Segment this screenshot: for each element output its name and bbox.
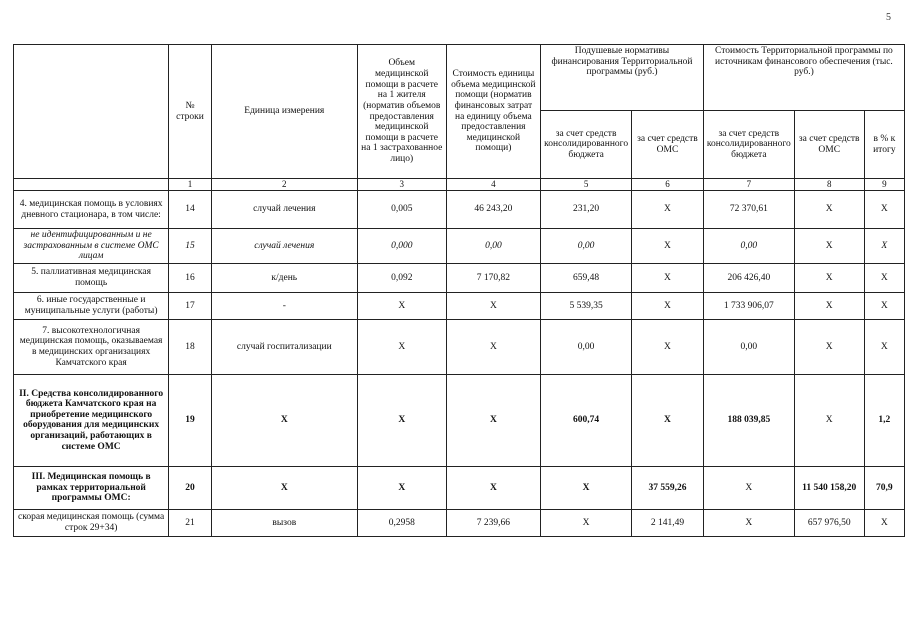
row-volume: Х — [357, 319, 446, 374]
row-tc-oms: Х — [794, 229, 864, 264]
header-total-cost: Стоимость Территориальной программы по источникам финансового обеспечения (тыс. руб.) — [703, 45, 904, 111]
row-cost: 7 239,66 — [446, 509, 540, 536]
row-name: скорая медицинская помощь (сумма строк 29+34) — [14, 509, 169, 536]
row-tc-budget: 206 426,40 — [703, 263, 794, 292]
row-volume: Х — [357, 292, 446, 319]
row-tc-oms: 657 976,50 — [794, 509, 864, 536]
row-pc-oms: 37 559,26 — [632, 466, 704, 509]
row-line: 20 — [169, 466, 211, 509]
row-unit: - — [211, 292, 357, 319]
row-line: 21 — [169, 509, 211, 536]
row-volume: 0,000 — [357, 229, 446, 264]
row-tc-pct: Х — [864, 509, 904, 536]
row-cost: 0,00 — [446, 229, 540, 264]
row-unit: вызов — [211, 509, 357, 536]
row-volume: 0,005 — [357, 191, 446, 229]
row-tc-budget: 188 039,85 — [703, 374, 794, 466]
row-name: III. Медицинская помощь в рамках территориальной программы ОМС: — [14, 466, 169, 509]
col-number: 9 — [864, 179, 904, 191]
row-cost: Х — [446, 319, 540, 374]
row-pc-oms: Х — [632, 374, 704, 466]
table-row — [14, 319, 905, 374]
row-tc-pct: Х — [864, 263, 904, 292]
row-volume: Х — [357, 466, 446, 509]
row-volume: Х — [357, 374, 446, 466]
table-row — [14, 229, 905, 264]
table-row — [14, 466, 905, 509]
header-name-cell — [14, 45, 169, 179]
row-tc-budget: 0,00 — [703, 229, 794, 264]
row-tc-pct: 70,9 — [864, 466, 904, 509]
row-unit: к/день — [211, 263, 357, 292]
row-name: 4. медицинская помощь в условиях дневного стационара, в том числе: — [14, 191, 169, 229]
row-name: 5. паллиативная медицинская помощь — [14, 263, 169, 292]
col-number-cell — [14, 179, 169, 191]
col-number: 2 — [211, 179, 357, 191]
table-row — [14, 263, 905, 292]
row-cost: Х — [446, 466, 540, 509]
header-per-capita: Подушевые нормативы финансирования Территориальной программы (руб.) — [541, 45, 704, 111]
row-tc-pct: Х — [864, 229, 904, 264]
row-line: 15 — [169, 229, 211, 264]
row-volume: 0,2958 — [357, 509, 446, 536]
row-pc-budget: Х — [541, 466, 632, 509]
row-tc-oms: 11 540 158,20 — [794, 466, 864, 509]
row-line: 14 — [169, 191, 211, 229]
row-pc-oms: Х — [632, 319, 704, 374]
page-corner-mark: 5 — [886, 12, 891, 23]
row-pc-budget: Х — [541, 509, 632, 536]
row-unit: случай лечения — [211, 229, 357, 264]
row-pc-budget: 659,48 — [541, 263, 632, 292]
row-pc-budget: 0,00 — [541, 229, 632, 264]
header-unit-cost: Стоимость единицы объема медицинской помощи (норматив финансовых затрат на единицу объема предоставления медицинской помощи) — [446, 45, 540, 179]
row-tc-budget: 1 733 906,07 — [703, 292, 794, 319]
row-cost: Х — [446, 292, 540, 319]
row-tc-pct: Х — [864, 191, 904, 229]
row-name: 7. высокотехнологичная медицинская помощь, оказываемая в медицинских организациях Камчатского края — [14, 319, 169, 374]
row-tc-pct: Х — [864, 292, 904, 319]
header-volume: Объем медицинской помощи в расчете на 1 жителя (норматив объемов предоставления медицинской помощи в расчете на 1 застрахованное лицо) — [357, 45, 446, 179]
row-unit: Х — [211, 374, 357, 466]
row-pc-oms: Х — [632, 191, 704, 229]
header-pc-oms: за счет средств ОМС — [632, 111, 704, 179]
row-tc-pct: 1,2 — [864, 374, 904, 466]
row-cost: 46 243,20 — [446, 191, 540, 229]
row-cost: 7 170,82 — [446, 263, 540, 292]
row-cost: Х — [446, 374, 540, 466]
program-cost-table — [13, 44, 905, 537]
col-number: 4 — [446, 179, 540, 191]
table-row — [14, 292, 905, 319]
row-tc-budget: 0,00 — [703, 319, 794, 374]
row-tc-budget: Х — [703, 509, 794, 536]
row-tc-oms: Х — [794, 374, 864, 466]
row-pc-budget: 600,74 — [541, 374, 632, 466]
row-tc-budget: 72 370,61 — [703, 191, 794, 229]
col-number: 5 — [541, 179, 632, 191]
row-unit: Х — [211, 466, 357, 509]
col-number: 6 — [632, 179, 704, 191]
row-tc-oms: Х — [794, 319, 864, 374]
row-tc-budget: Х — [703, 466, 794, 509]
col-number: 3 — [357, 179, 446, 191]
row-unit: случай госпитализации — [211, 319, 357, 374]
table-row — [14, 191, 905, 229]
row-pc-oms: Х — [632, 263, 704, 292]
header-tc-percent: в % к итогу — [864, 111, 904, 179]
row-pc-oms: 2 141,49 — [632, 509, 704, 536]
header-row-number: № строки — [169, 45, 211, 179]
table-row — [14, 374, 905, 466]
row-tc-oms: Х — [794, 191, 864, 229]
table-row — [14, 509, 905, 536]
row-pc-budget: 5 539,35 — [541, 292, 632, 319]
row-name: не идентифицированным и не застрахованным в системе ОМС лицам — [14, 229, 169, 264]
row-pc-oms: Х — [632, 292, 704, 319]
header-unit: Единица измерения — [211, 45, 357, 179]
row-tc-oms: Х — [794, 263, 864, 292]
row-tc-pct: Х — [864, 319, 904, 374]
row-line: 19 — [169, 374, 211, 466]
row-name: 6. иные государственные и муниципальные услуги (работы) — [14, 292, 169, 319]
row-line: 16 — [169, 263, 211, 292]
header-tc-oms: за счет средств ОМС — [794, 111, 864, 179]
col-number: 1 — [169, 179, 211, 191]
row-name: II. Средства консолидированного бюджета Камчатского края на приобретение медицинского оборудования для медицинских организаций, работающих в системе ОМС — [14, 374, 169, 466]
row-tc-oms: Х — [794, 292, 864, 319]
row-line: 17 — [169, 292, 211, 319]
header-pc-budget: за счет средств консолидированного бюджета — [541, 111, 632, 179]
col-number: 7 — [703, 179, 794, 191]
row-pc-budget: 231,20 — [541, 191, 632, 229]
col-number: 8 — [794, 179, 864, 191]
row-pc-budget: 0,00 — [541, 319, 632, 374]
row-line: 18 — [169, 319, 211, 374]
header-tc-budget: за счет средств консолидированного бюджета — [703, 111, 794, 179]
row-pc-oms: Х — [632, 229, 704, 264]
row-unit: случай лечения — [211, 191, 357, 229]
row-volume: 0,092 — [357, 263, 446, 292]
